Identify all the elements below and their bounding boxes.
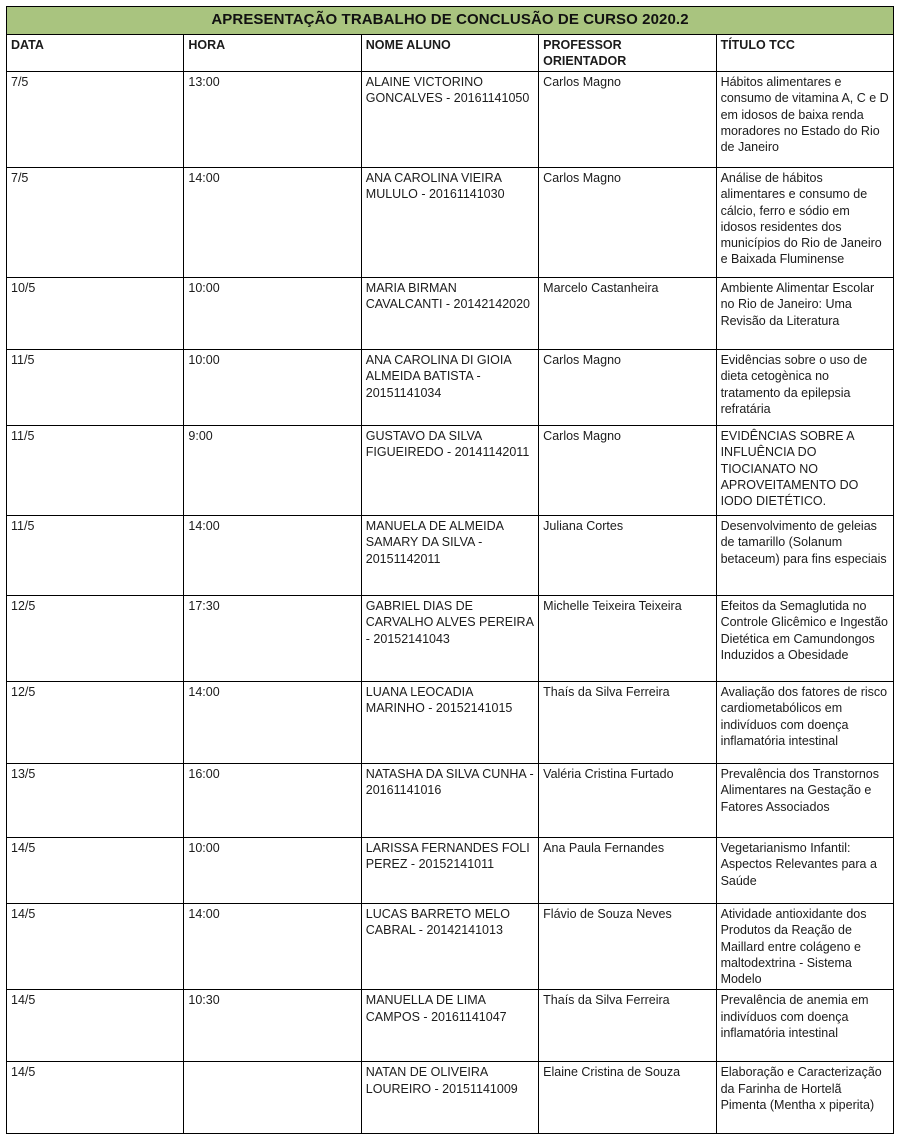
cell-nome-aluno: ANA CAROLINA DI GIOIA ALMEIDA BATISTA - 20151141034 bbox=[361, 350, 538, 426]
cell-titulo-tcc: Evidências sobre o uso de dieta cetogènica no tratamento da epilepsia refratária bbox=[716, 350, 893, 426]
cell-professor: Thaís da Silva Ferreira bbox=[539, 682, 716, 764]
table-row bbox=[7, 72, 894, 168]
cell-data: 14/5 bbox=[7, 838, 184, 904]
cell-hora: 14:00 bbox=[184, 168, 361, 278]
table-title-cell bbox=[7, 7, 894, 35]
cell-data: 7/5 bbox=[7, 168, 184, 278]
cell-hora: 9:00 bbox=[184, 426, 361, 516]
cell-nome-aluno: NATASHA DA SILVA CUNHA - 20161141016 bbox=[361, 764, 538, 838]
cell-professor: Michelle Teixeira Teixeira bbox=[539, 596, 716, 682]
cell-data: 14/5 bbox=[7, 1062, 184, 1134]
cell-nome-aluno: LUCAS BARRETO MELO CABRAL - 20142141013 bbox=[361, 904, 538, 990]
cell-professor: Carlos Magno bbox=[539, 350, 716, 426]
cell-data: 11/5 bbox=[7, 350, 184, 426]
cell-nome-aluno: ANA CAROLINA VIEIRA MULULO - 20161141030 bbox=[361, 168, 538, 278]
table-row bbox=[7, 990, 894, 1062]
cell-data: 14/5 bbox=[7, 904, 184, 990]
cell-data: 12/5 bbox=[7, 596, 184, 682]
cell-hora: 14:00 bbox=[184, 904, 361, 990]
cell-data: 7/5 bbox=[7, 72, 184, 168]
column-header-professor-line1: PROFESSOR bbox=[543, 37, 622, 52]
cell-hora bbox=[184, 1062, 361, 1134]
cell-professor: Carlos Magno bbox=[539, 72, 716, 168]
cell-nome-aluno: MANUELLA DE LIMA CAMPOS - 20161141047 bbox=[361, 990, 538, 1062]
cell-nome-aluno: LUANA LEOCADIA MARINHO - 20152141015 bbox=[361, 682, 538, 764]
cell-titulo-tcc: Desenvolvimento de geleias de tamarillo (Solanum betaceum) para fins especiais bbox=[716, 516, 893, 596]
column-header-data: DATA bbox=[7, 34, 184, 72]
cell-titulo-tcc: Ambiente Alimentar Escolar no Rio de Janeiro: Uma Revisão da Literatura bbox=[716, 278, 893, 350]
cell-titulo-tcc: Prevalência dos Transtornos Alimentares na Gestação e Fatores Associados bbox=[716, 764, 893, 838]
cell-nome-aluno: ALAINE VICTORINO GONCALVES - 20161141050 bbox=[361, 72, 538, 168]
cell-titulo-tcc: Vegetarianismo Infantil: Aspectos Relevantes para a Saúde bbox=[716, 838, 893, 904]
cell-professor: Marcelo Castanheira bbox=[539, 278, 716, 350]
cell-nome-aluno: GUSTAVO DA SILVA FIGUEIREDO - 20141142011 bbox=[361, 426, 538, 516]
table-row bbox=[7, 682, 894, 764]
cell-hora: 14:00 bbox=[184, 516, 361, 596]
table-row bbox=[7, 1062, 894, 1134]
table-row bbox=[7, 904, 894, 990]
cell-titulo-tcc: Análise de hábitos alimentares e consumo de cálcio, ferro e sódio em idosos residentes dos municípios do Rio de Janeiro e Baixada Fluminense bbox=[716, 168, 893, 278]
cell-data: 10/5 bbox=[7, 278, 184, 350]
cell-titulo-tcc: Avaliação dos fatores de risco cardiometabólicos em indivíduos com doença inflamatória intestinal bbox=[716, 682, 893, 764]
cell-professor: Carlos Magno bbox=[539, 168, 716, 278]
tcc-schedule-table bbox=[6, 6, 894, 1134]
table-row bbox=[7, 764, 894, 838]
cell-hora: 10:30 bbox=[184, 990, 361, 1062]
cell-titulo-tcc: Prevalência de anemia em indivíduos com doença inflamatória intestinal bbox=[716, 990, 893, 1062]
cell-nome-aluno: GABRIEL DIAS DE CARVALHO ALVES PEREIRA - 20152141043 bbox=[361, 596, 538, 682]
cell-hora: 13:00 bbox=[184, 72, 361, 168]
cell-professor: Elaine Cristina de Souza bbox=[539, 1062, 716, 1134]
table-body bbox=[7, 7, 894, 1134]
column-header-titulo-tcc: TÍTULO TCC bbox=[716, 34, 893, 72]
table-row bbox=[7, 426, 894, 516]
cell-professor: Ana Paula Fernandes bbox=[539, 838, 716, 904]
cell-professor: Flávio de Souza Neves bbox=[539, 904, 716, 990]
table-header-row bbox=[7, 34, 894, 72]
cell-hora: 14:00 bbox=[184, 682, 361, 764]
column-header-professor-orientador bbox=[539, 34, 716, 72]
table-row bbox=[7, 350, 894, 426]
cell-titulo-tcc: Atividade antioxidante dos Produtos da Reação de Maillard entre colágeno e maltodextrina - Sistema Modelo bbox=[716, 904, 893, 990]
cell-professor: Carlos Magno bbox=[539, 426, 716, 516]
cell-hora: 10:00 bbox=[184, 350, 361, 426]
table-row bbox=[7, 838, 894, 904]
cell-titulo-tcc: Efeitos da Semaglutida no Controle Glicêmico e Ingestão Dietética em Camundongos Induzidos a Obesidade bbox=[716, 596, 893, 682]
cell-nome-aluno: MANUELA DE ALMEIDA SAMARY DA SILVA - 20151142011 bbox=[361, 516, 538, 596]
column-header-hora: HORA bbox=[184, 34, 361, 72]
cell-hora: 17:30 bbox=[184, 596, 361, 682]
column-header-professor-line2: ORIENTADOR bbox=[543, 53, 627, 68]
column-header-nome-aluno: NOME ALUNO bbox=[361, 34, 538, 72]
table-row bbox=[7, 516, 894, 596]
table-row bbox=[7, 278, 894, 350]
cell-nome-aluno: MARIA BIRMAN CAVALCANTI - 20142142020 bbox=[361, 278, 538, 350]
cell-nome-aluno: LARISSA FERNANDES FOLI PEREZ - 20152141011 bbox=[361, 838, 538, 904]
table-title-row bbox=[7, 7, 894, 35]
cell-nome-aluno: NATAN DE OLIVEIRA LOUREIRO - 20151141009 bbox=[361, 1062, 538, 1134]
cell-titulo-tcc: EVIDÊNCIAS SOBRE A INFLUÊNCIA DO TIOCIANATO NO APROVEITAMENTO DO IODO DIETÉTICO. bbox=[716, 426, 893, 516]
cell-professor: Thaís da Silva Ferreira bbox=[539, 990, 716, 1062]
cell-titulo-tcc: Elaboração e Caracterização da Farinha de Hortelã Pimenta (Mentha x piperita) bbox=[716, 1062, 893, 1134]
cell-data: 11/5 bbox=[7, 426, 184, 516]
cell-hora: 16:00 bbox=[184, 764, 361, 838]
cell-professor: Valéria Cristina Furtado bbox=[539, 764, 716, 838]
cell-hora: 10:00 bbox=[184, 838, 361, 904]
table-row bbox=[7, 168, 894, 278]
page-title: APRESENTAÇÃO TRABALHO DE CONCLUSÃO DE CURSO 2020.2 bbox=[211, 11, 689, 28]
table-row bbox=[7, 596, 894, 682]
cell-data: 13/5 bbox=[7, 764, 184, 838]
cell-titulo-tcc: Hábitos alimentares e consumo de vitamina A, C e D em idosos de baixa renda moradores no Estado do Rio de Janeiro bbox=[716, 72, 893, 168]
cell-data: 11/5 bbox=[7, 516, 184, 596]
cell-data: 14/5 bbox=[7, 990, 184, 1062]
cell-data: 12/5 bbox=[7, 682, 184, 764]
cell-hora: 10:00 bbox=[184, 278, 361, 350]
cell-professor: Juliana Cortes bbox=[539, 516, 716, 596]
